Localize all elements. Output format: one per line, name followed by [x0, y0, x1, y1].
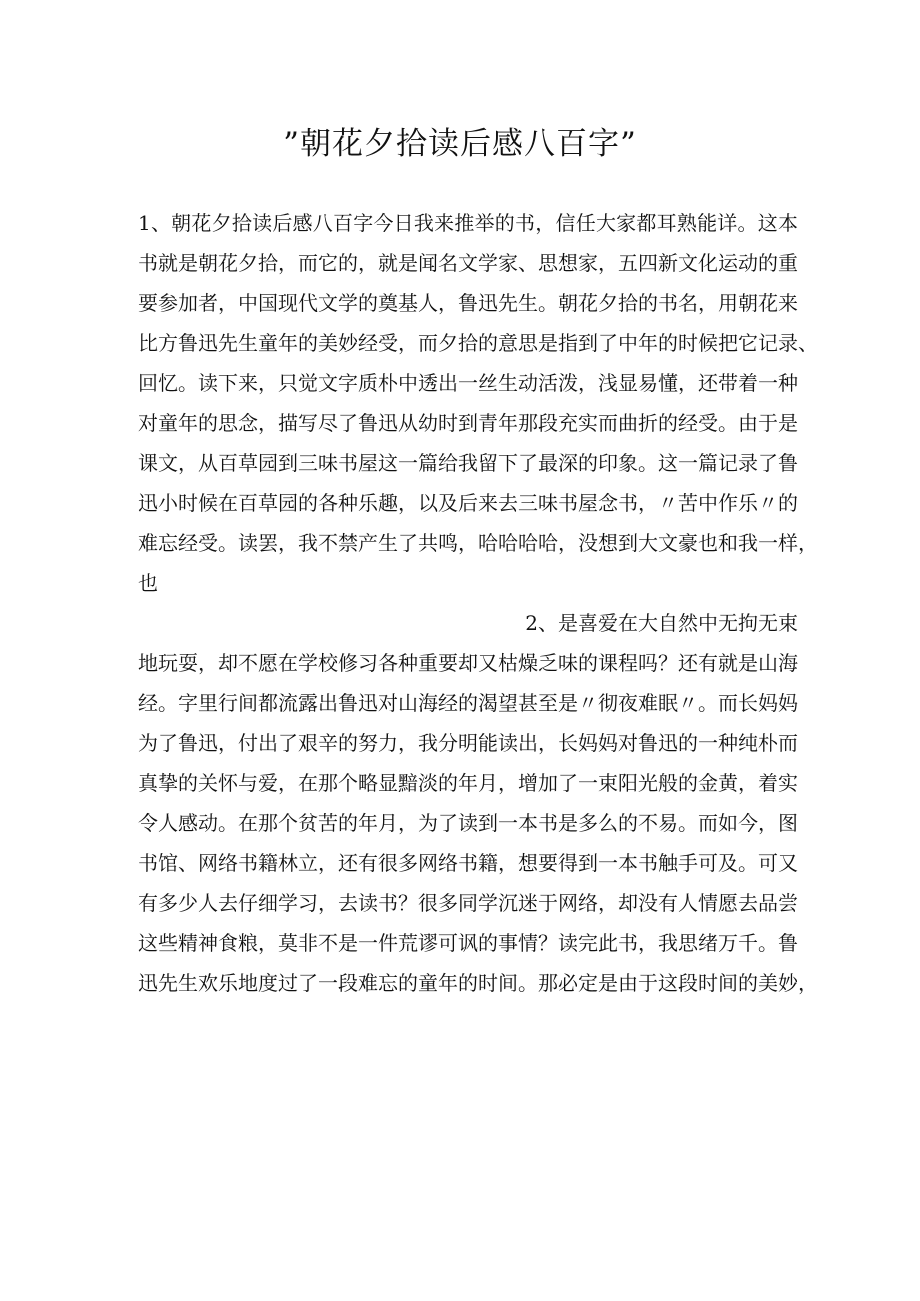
paragraph-line: 书就是朝花夕拾，而它的，就是闻名文学家、思想家，五四新文化运动的重 [138, 251, 798, 275]
paragraph-line: 迅先生欢乐地度过了一段难忘的童年的时间。那必定是由于这段时间的美妙， [138, 971, 818, 995]
paragraph-line: 回忆。读下来，只觉文字质朴中透出一丝生动活泼，浅显易懂，还带着一种 [138, 371, 798, 395]
paragraph-line: 难忘经受。读罢，我不禁产生了共鸣，哈哈哈哈，没想到大文豪也和我一样， [138, 531, 818, 555]
paragraph-line: 要参加者，中国现代文学的奠基人，鲁迅先生。朝花夕拾的书名，用朝花来 [138, 291, 798, 315]
paragraph-line: 书馆、网络书籍林立，还有很多网络书籍，想要得到一本书触手可及。可又 [138, 851, 798, 875]
paragraph-line: 1、朝花夕拾读后感八百字今日我来推举的书，信任大家都耳熟能详。这本 [138, 211, 798, 235]
paragraph-line: 为了鲁迅，付出了艰辛的努力，我分明能读出，长妈妈对鲁迅的一种纯朴而 [138, 731, 798, 755]
paragraph-line: 真挚的关怀与爱，在那个略显黯淡的年月，增加了一束阳光般的金黄，着实 [138, 771, 798, 795]
document-title: ”朝花夕拾读后感八百字” [283, 126, 637, 162]
paragraph-line: 地玩耍，却不愿在学校修习各种重要却又枯燥乏味的课程吗？还有就是山海 [138, 651, 798, 675]
paragraph-line: 比方鲁迅先生童年的美妙经受，而夕拾的意思是指到了中年的时候把它记录、 [138, 331, 818, 355]
paragraph-line: 2、是喜爱在大自然中无拘无束 [525, 611, 798, 635]
paragraph-line: 令人感动。在那个贫苦的年月，为了读到一本书是多么的不易。而如今，图 [138, 811, 798, 835]
paragraph-line: 有多少人去仔细学习，去读书？很多同学沉迷于网络，却没有人情愿去品尝 [138, 891, 798, 915]
paragraph-line: 这些精神食粮，莫非不是一件荒谬可讽的事情？读完此书，我思绪万千。鲁 [138, 931, 798, 955]
paragraph-line: 也 [138, 571, 158, 595]
paragraph-line: 课文，从百草园到三味书屋这一篇给我留下了最深的印象。这一篇记录了鲁 [138, 451, 798, 475]
paragraph-line: 迅小时候在百草园的各种乐趣，以及后来去三味书屋念书，〃苦中作乐〃的 [138, 491, 798, 515]
document-body [138, 203, 818, 1003]
paragraph-line: 对童年的思念，描写尽了鲁迅从幼时到青年那段充实而曲折的经受。由于是 [138, 411, 798, 435]
paragraph-line: 经。字里行间都流露出鲁迅对山海经的渴望甚至是〃彻夜难眠〃。而长妈妈 [138, 691, 798, 715]
